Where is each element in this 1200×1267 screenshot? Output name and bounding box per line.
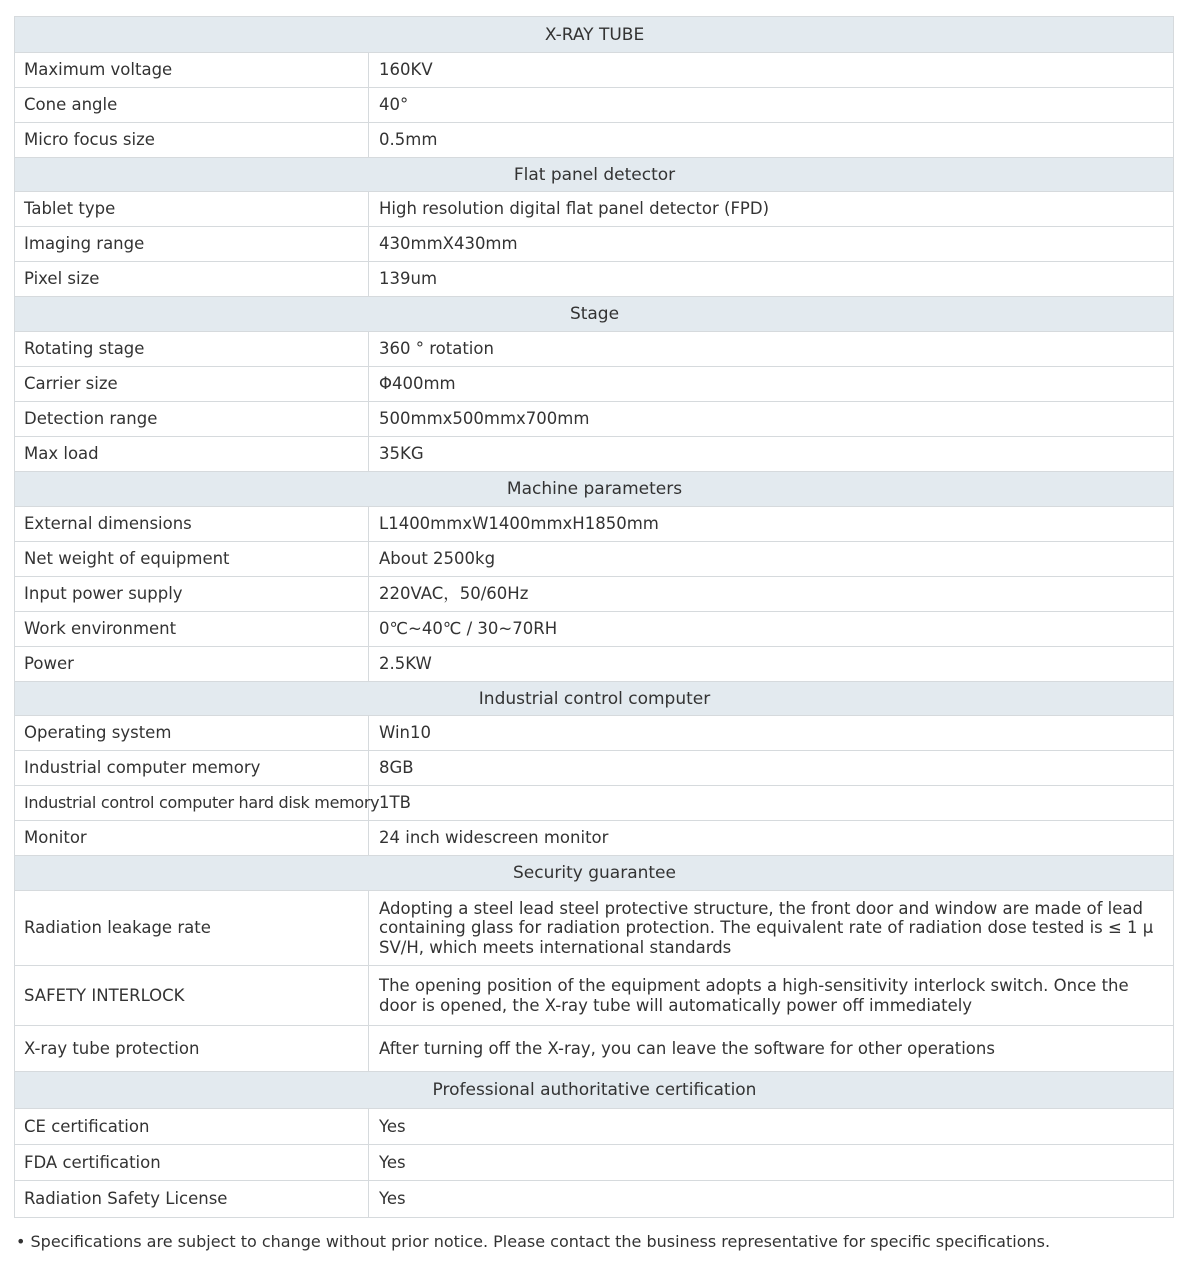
- spec-label: Net weight of equipment: [15, 542, 369, 577]
- spec-label: FDA certification: [15, 1145, 369, 1181]
- spec-value: 1TB: [369, 786, 1174, 821]
- section-header: [15, 856, 1174, 891]
- section-header: [15, 158, 1174, 192]
- table-row: [15, 53, 1174, 88]
- spec-value: 430mmX430mm: [369, 227, 1174, 262]
- spec-value: 360 ° rotation: [369, 332, 1174, 367]
- table-row: [15, 437, 1174, 472]
- spec-label: Maximum voltage: [15, 53, 369, 88]
- spec-value: Yes: [369, 1109, 1174, 1145]
- table-row: [15, 716, 1174, 751]
- spec-label: Imaging range: [15, 227, 369, 262]
- spec-label: Industrial computer memory: [15, 751, 369, 786]
- spec-label: CE certification: [15, 1109, 369, 1145]
- table-row: [15, 542, 1174, 577]
- spec-value: 139um: [369, 262, 1174, 297]
- spec-table: [14, 16, 1174, 1218]
- table-row: [15, 786, 1174, 821]
- spec-value: 220VAC，50/60Hz: [369, 577, 1174, 612]
- spec-label: Pixel size: [15, 262, 369, 297]
- table-row: [15, 123, 1174, 158]
- spec-label: X-ray tube protection: [15, 1026, 369, 1072]
- section-header: [15, 17, 1174, 53]
- section-title: Stage: [15, 297, 1174, 332]
- section-header: [15, 1072, 1174, 1109]
- table-row: [15, 367, 1174, 402]
- section-title: Security guarantee: [15, 856, 1174, 891]
- table-row: [15, 1145, 1174, 1181]
- table-row: [15, 1109, 1174, 1145]
- spec-label: Micro focus size: [15, 123, 369, 158]
- table-row: [15, 1026, 1174, 1072]
- section-title: Industrial control computer: [15, 682, 1174, 716]
- spec-label: Radiation Safety License: [15, 1181, 369, 1218]
- spec-label: External dimensions: [15, 507, 369, 542]
- spec-value: The opening position of the equipment adopts a high-sensitivity interlock switch. Once the door is opened, the X-ray tube will automatically power off immediately: [369, 966, 1174, 1026]
- spec-value: Win10: [369, 716, 1174, 751]
- spec-value: 2.5KW: [369, 647, 1174, 682]
- spec-label: Input power supply: [15, 577, 369, 612]
- spec-value: 8GB: [369, 751, 1174, 786]
- spec-value: Yes: [369, 1181, 1174, 1218]
- section-header: [15, 297, 1174, 332]
- spec-label: Rotating stage: [15, 332, 369, 367]
- spec-label: Cone angle: [15, 88, 369, 123]
- spec-label: Operating system: [15, 716, 369, 751]
- spec-label: Monitor: [15, 821, 369, 856]
- spec-label: Detection range: [15, 402, 369, 437]
- spec-value: After turning off the X-ray, you can leave the software for other operations: [369, 1026, 1174, 1072]
- spec-label: Industrial control computer hard disk memory: [15, 786, 369, 821]
- section-title: Machine parameters: [15, 472, 1174, 507]
- spec-label: SAFETY INTERLOCK: [15, 966, 369, 1026]
- spec-label: Carrier size: [15, 367, 369, 402]
- spec-label: Power: [15, 647, 369, 682]
- table-row: [15, 966, 1174, 1026]
- spec-value: L1400mmxW1400mmxH1850mm: [369, 507, 1174, 542]
- table-row: [15, 402, 1174, 437]
- spec-value: 500mmx500mmx700mm: [369, 402, 1174, 437]
- table-row: [15, 647, 1174, 682]
- spec-value: 0℃~40℃ / 30~70RH: [369, 612, 1174, 647]
- section-title: Professional authoritative certification: [15, 1072, 1174, 1109]
- spec-value: 35KG: [369, 437, 1174, 472]
- spec-label: Max load: [15, 437, 369, 472]
- spec-value: 160KV: [369, 53, 1174, 88]
- table-row: [15, 262, 1174, 297]
- spec-label: Radiation leakage rate: [15, 891, 369, 966]
- table-row: [15, 332, 1174, 367]
- spec-label: Tablet type: [15, 192, 369, 227]
- spec-value: 0.5mm: [369, 123, 1174, 158]
- spec-value: 24 inch widescreen monitor: [369, 821, 1174, 856]
- spec-value: Φ400mm: [369, 367, 1174, 402]
- spec-value: Adopting a steel lead steel protective structure, the front door and window are made of lead containing glass for radiation protection. The equivalent rate of radiation dose tested is ≤ 1 μ SV/H, which meets international standards: [369, 891, 1174, 966]
- spec-value: 40°: [369, 88, 1174, 123]
- table-row: [15, 577, 1174, 612]
- table-row: [15, 192, 1174, 227]
- spec-value: Yes: [369, 1145, 1174, 1181]
- section-title: Flat panel detector: [15, 158, 1174, 192]
- table-row: [15, 507, 1174, 542]
- spec-value: High resolution digital flat panel detector (FPD): [369, 192, 1174, 227]
- section-header: [15, 472, 1174, 507]
- footnote: • Specifications are subject to change without prior notice. Please contact the business representative for specific specifications.: [16, 1232, 1051, 1251]
- section-title: X-RAY TUBE: [15, 17, 1174, 53]
- table-row: [15, 227, 1174, 262]
- section-header: [15, 682, 1174, 716]
- table-row: [15, 612, 1174, 647]
- table-row: [15, 1181, 1174, 1218]
- table-row: [15, 88, 1174, 123]
- table-row: [15, 891, 1174, 966]
- spec-label: Work environment: [15, 612, 369, 647]
- table-row: [15, 751, 1174, 786]
- table-row: [15, 821, 1174, 856]
- spec-value: About 2500kg: [369, 542, 1174, 577]
